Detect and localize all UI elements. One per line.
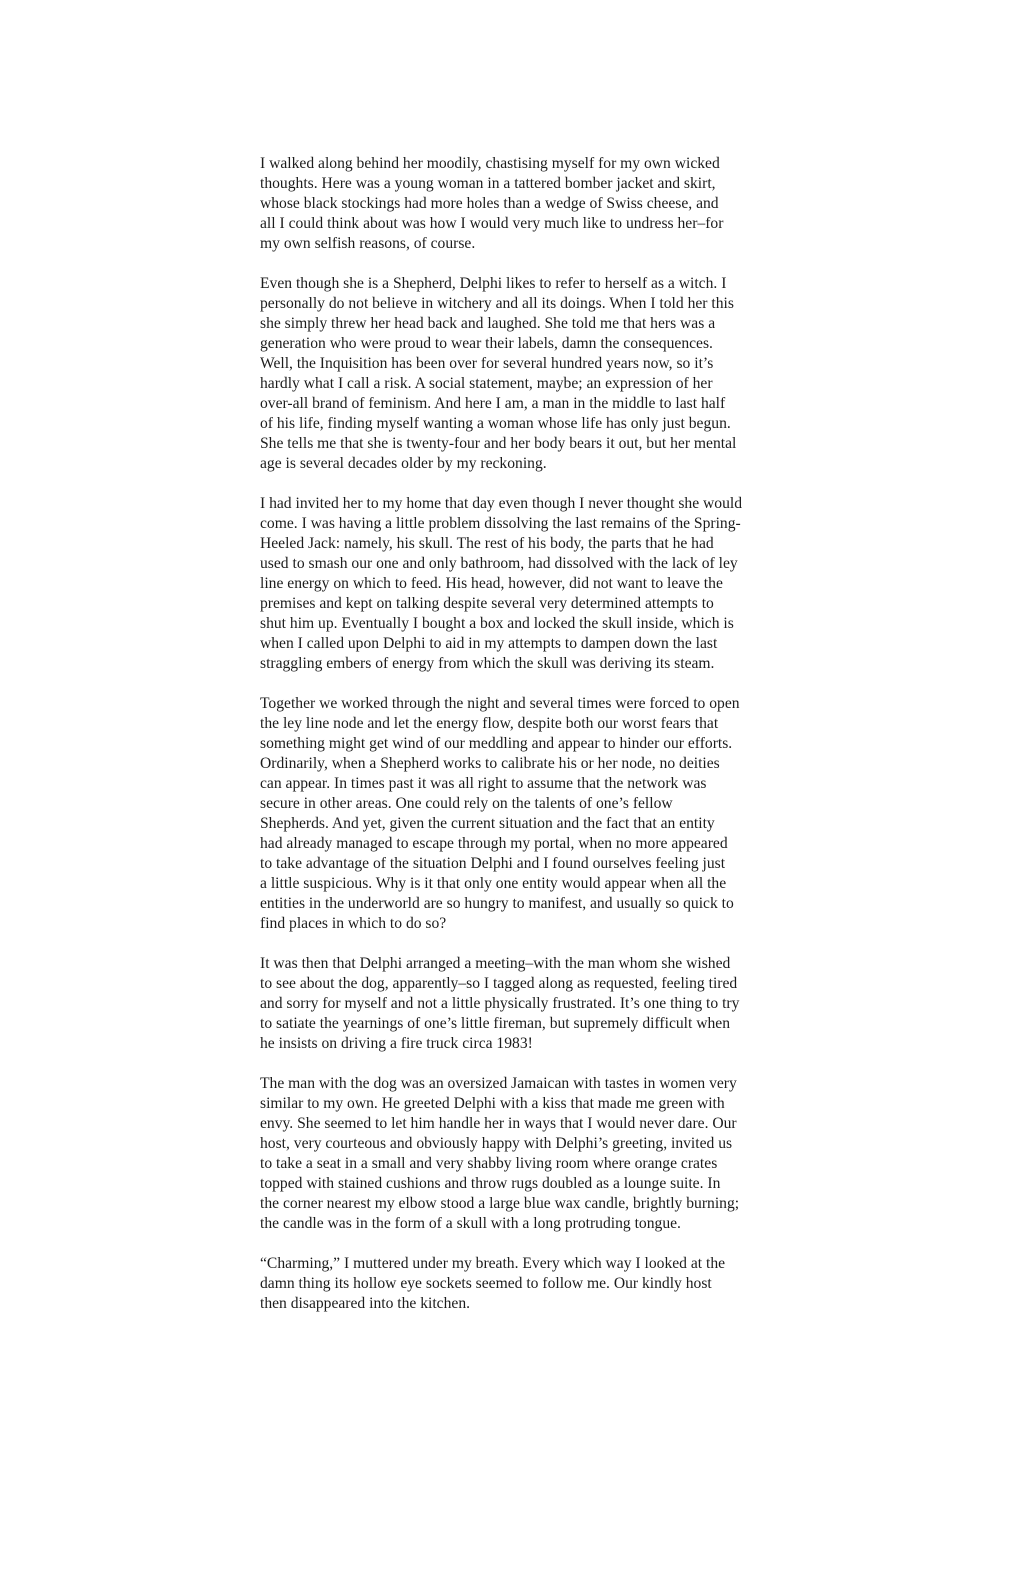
line: Ordinarily, when a Shepherd works to calibrate his or her node, no deities — [260, 755, 720, 772]
line: then disappeared into the kitchen. — [260, 1295, 471, 1312]
line: the candle was in the form of a skull with a long protruding tongue. — [260, 1215, 681, 1232]
line: to take a seat in a small and very shabby living room where orange crates — [260, 1155, 718, 1172]
paragraph-2 — [260, 274, 788, 474]
paragraph-4 — [260, 694, 788, 934]
paragraph-7 — [260, 1254, 788, 1314]
line: generation who were proud to wear their labels, damn the consequences. — [260, 335, 713, 352]
line: of his life, finding myself wanting a woman whose life has only just begun. — [260, 415, 731, 432]
line: I walked along behind her moodily, chastising myself for my own wicked — [260, 155, 720, 172]
line: she simply threw her head back and laughed. She told me that hers was a — [260, 315, 716, 332]
line: premises and kept on talking despite several very determined attempts to — [260, 595, 714, 612]
line: used to smash our one and only bathroom, had dissolved with the lack of ley — [260, 555, 738, 572]
line: envy. She seemed to let him handle her in ways that I would never dare. Our — [260, 1115, 737, 1132]
line: when I called upon Delphi to aid in my attempts to dampen down the last — [260, 635, 718, 652]
line: to see about the dog, apparently–so I tagged along as requested, feeling tired — [260, 975, 738, 992]
line: whose black stockings had more holes than a wedge of Swiss cheese, and — [260, 195, 719, 212]
line: a little suspicious. Why is it that only one entity would appear when all the — [260, 875, 727, 892]
line: over-all brand of feminism. And here I am, a man in the middle to last half — [260, 395, 726, 412]
line: host, very courteous and obviously happy with Delphi’s greeting, invited us — [260, 1135, 733, 1152]
line: had already managed to escape through my portal, when no more appeared — [260, 835, 728, 852]
line: straggling embers of energy from which the skull was deriving its steam. — [260, 655, 715, 672]
line: the ley line node and let the energy flow, despite both our worst fears that — [260, 715, 719, 732]
line: come. I was having a little problem dissolving the last remains of the Spring- — [260, 515, 741, 532]
line: all I could think about was how I would very much like to undress her–for — [260, 215, 724, 232]
line: topped with stained cushions and throw rugs doubled as a lounge suite. In — [260, 1175, 721, 1192]
line: my own selfish reasons, of course. — [260, 235, 476, 252]
line: Well, the Inquisition has been over for several hundred years now, so it’s — [260, 355, 714, 372]
line: Together we worked through the night and several times were forced to open — [260, 695, 740, 712]
line: line energy on which to feed. His head, however, did not want to leave the — [260, 575, 723, 592]
line: The man with the dog was an oversized Jamaican with tastes in women very — [260, 1075, 737, 1092]
line: damn thing its hollow eye sockets seemed to follow me. Our kindly host — [260, 1275, 712, 1292]
line: It was then that Delphi arranged a meeting–with the man whom she wished — [260, 955, 731, 972]
line: thoughts. Here was a young woman in a tattered bomber jacket and skirt, — [260, 175, 716, 192]
line: something might get wind of our meddling and appear to hinder our efforts. — [260, 735, 733, 752]
line: I had invited her to my home that day even though I never thought she would — [260, 495, 742, 512]
line: can appear. In times past it was all right to assume that the network was — [260, 775, 707, 792]
line: age is several decades older by my reckoning. — [260, 455, 547, 472]
line: he insists on driving a fire truck circa 1983! — [260, 1035, 533, 1052]
line: hardly what I call a risk. A social statement, maybe; an expression of her — [260, 375, 713, 392]
line: She tells me that she is twenty-four and her body bears it out, but her mental — [260, 435, 737, 452]
line: the corner nearest my elbow stood a large blue wax candle, brightly burning; — [260, 1195, 740, 1212]
line: secure in other areas. One could rely on the talents of one’s fellow — [260, 795, 673, 812]
line: “Charming,” I muttered under my breath. Every which way I looked at the — [260, 1255, 726, 1272]
line: similar to my own. He greeted Delphi with a kiss that made me green with — [260, 1095, 725, 1112]
body-text — [260, 154, 788, 1314]
paragraph-6 — [260, 1074, 788, 1234]
line: to take advantage of the situation Delphi and I found ourselves feeling just — [260, 855, 726, 872]
line: shut him up. Eventually I bought a box and locked the skull inside, which is — [260, 615, 734, 632]
line: and sorry for myself and not a little physically frustrated. It’s one thing to try — [260, 995, 740, 1012]
line: find places in which to do so? — [260, 915, 447, 932]
line: entities in the underworld are so hungry to manifest, and usually so quick to — [260, 895, 734, 912]
line: Heeled Jack: namely, his skull. The rest of his body, the parts that he had — [260, 535, 714, 552]
line: Shepherds. And yet, given the current situation and the fact that an entity — [260, 815, 715, 832]
paragraph-1 — [260, 154, 788, 254]
line: to satiate the yearnings of one’s little fireman, but supremely difficult when — [260, 1015, 730, 1032]
paragraph-3 — [260, 494, 788, 674]
paragraph-5 — [260, 954, 788, 1054]
line: Even though she is a Shepherd, Delphi likes to refer to herself as a witch. I — [260, 275, 727, 292]
line: personally do not believe in witchery and all its doings. When I told her this — [260, 295, 734, 312]
